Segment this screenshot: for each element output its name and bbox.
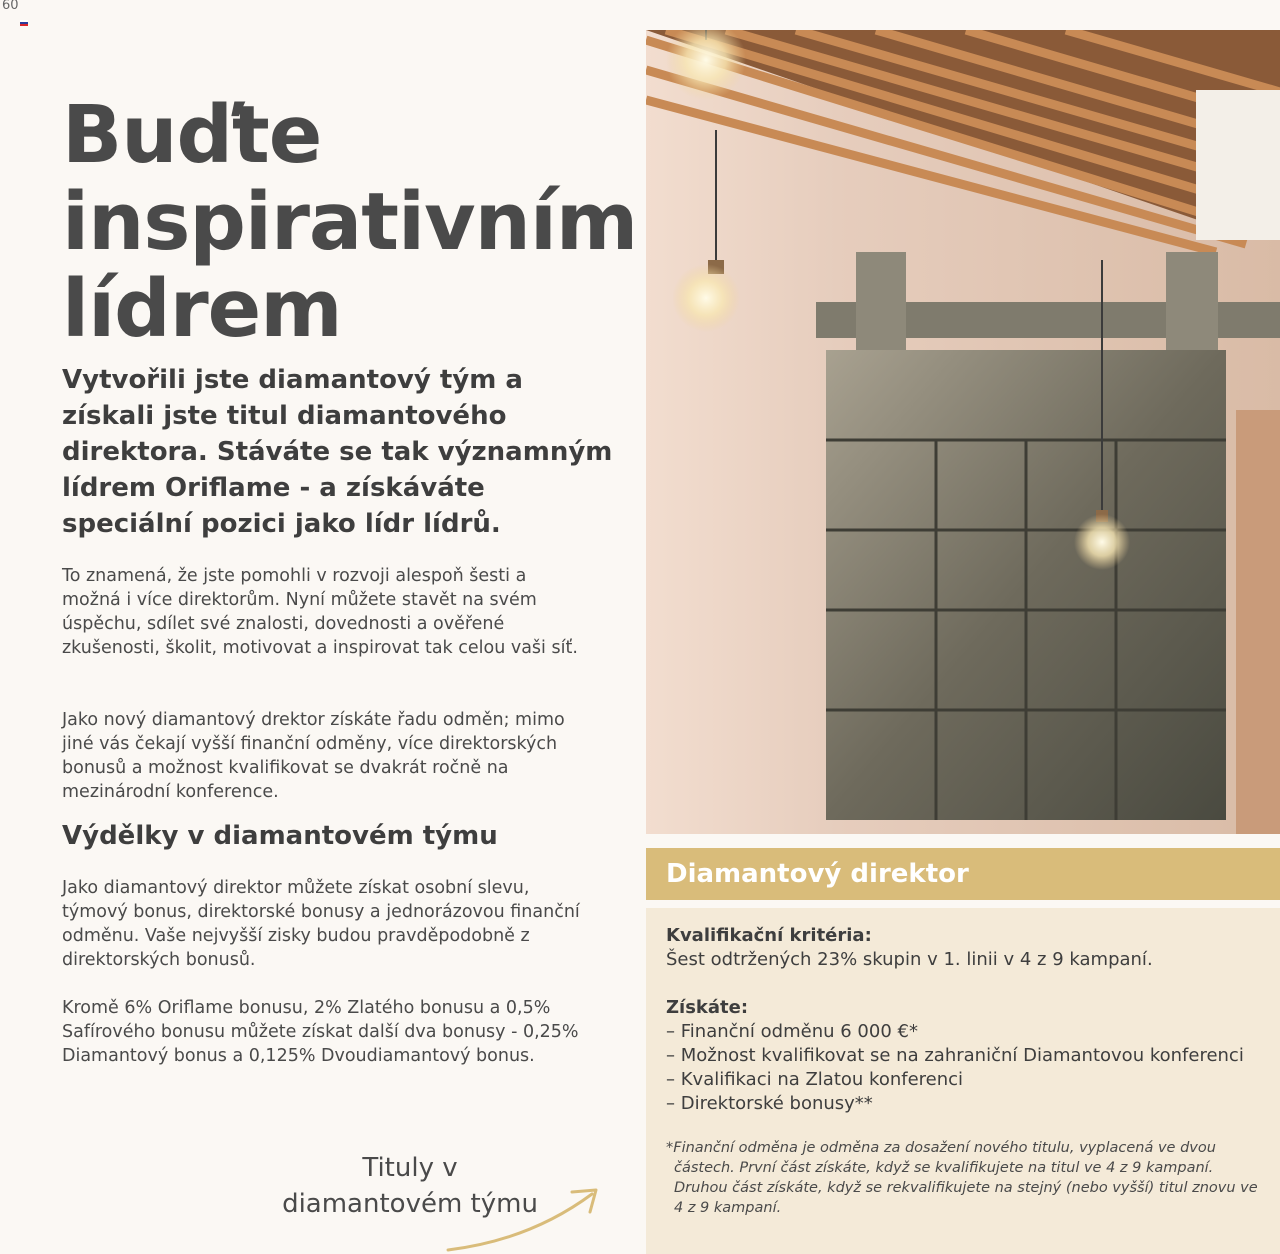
box-header <box>646 848 1280 900</box>
benefit-item: – Možnost kvalifikovat se na zahraniční Diamantovou konferenci <box>666 1044 1266 1068</box>
page-title <box>62 89 638 355</box>
info-box <box>646 908 1280 1254</box>
criteria-text: Šest odtržených 23% skupin v 1. linii v 4 z 9 kampaní. <box>666 949 1153 970</box>
section-paragraph: Kromě 6% Oriflame bonusu, 2% Zlatého bonusu a 0,5% Safírového bonusu můžete získat další dva bonusy - 0,25% Diamantový bonus a 0,125% Dvoudiamantový bonus. <box>62 998 579 1066</box>
section-heading: Výdělky v diamantovém týmu <box>62 821 498 851</box>
title-line: inspirativním <box>62 176 638 268</box>
titles-link[interactable]: Tituly v diamantovém týmu <box>282 1153 538 1219</box>
body-paragraph: Jako nový diamantový drektor získáte řadu odměn; mimo jiné vás čekají vyšší finanční odměny, více direktorských bonusů a možnost kvalifikovat se dvakrát ročně na mezinárodní konference. <box>62 710 565 802</box>
interior-photo <box>646 30 1280 834</box>
box-title: Diamantový direktor <box>666 859 969 889</box>
curved-arrow-icon[interactable] <box>440 1180 610 1254</box>
footnote: *Finanční odměna je odměna za dosažení nového titulu, vyplacená ve dvou částech. První část získáte, když se kvalifikujete na titul ve 4 z 9 kampaní. Druhou část získáte, když se rekvalifikujete na stejný (nebo vyšší) titul znovu ve 4 z 9 kampaní. <box>666 1140 1258 1216</box>
benefit-item: – Direktorské bonusy** <box>666 1092 1266 1116</box>
lead-paragraph: Vytvořili jste diamantový tým a získali jste titul diamantového direktora. Stáváte se tak významným lídrem Oriflame - a získáváte speciální pozici jako lídr lídrů. <box>62 365 613 539</box>
benefits-list <box>666 1020 1266 1116</box>
benefit-item: – Kvalifikaci na Zlatou konferenci <box>666 1068 1266 1092</box>
title-line: lídrem <box>62 263 342 355</box>
title-line: Buďte <box>62 89 322 181</box>
benefits-label: Získáte: <box>666 997 749 1018</box>
page-number: 60 <box>2 0 19 13</box>
body-paragraph: To znamená, že jste pomohli v rozvoji alespoň šesti a možná i více direktorům. Nyní můžete stavět na svém úspěchu, sdílet své znalosti, dovednosti a ověřené zkušenosti, školit, motivovat a inspirovat tak celou vaši síť. <box>62 566 578 658</box>
criteria-label: Kvalifikační kritéria: <box>666 925 872 946</box>
section-paragraph: Jako diamantový direktor můžete získat osobní slevu, týmový bonus, direktorské bonusy a jednorázovou finanční odměnu. Vaše nejvyšší zisky budou pravděpodobně z direktorských bonusů. <box>62 878 580 970</box>
flag-icon <box>20 20 28 26</box>
benefit-item: – Finanční odměnu 6 000 €* <box>666 1020 1266 1044</box>
